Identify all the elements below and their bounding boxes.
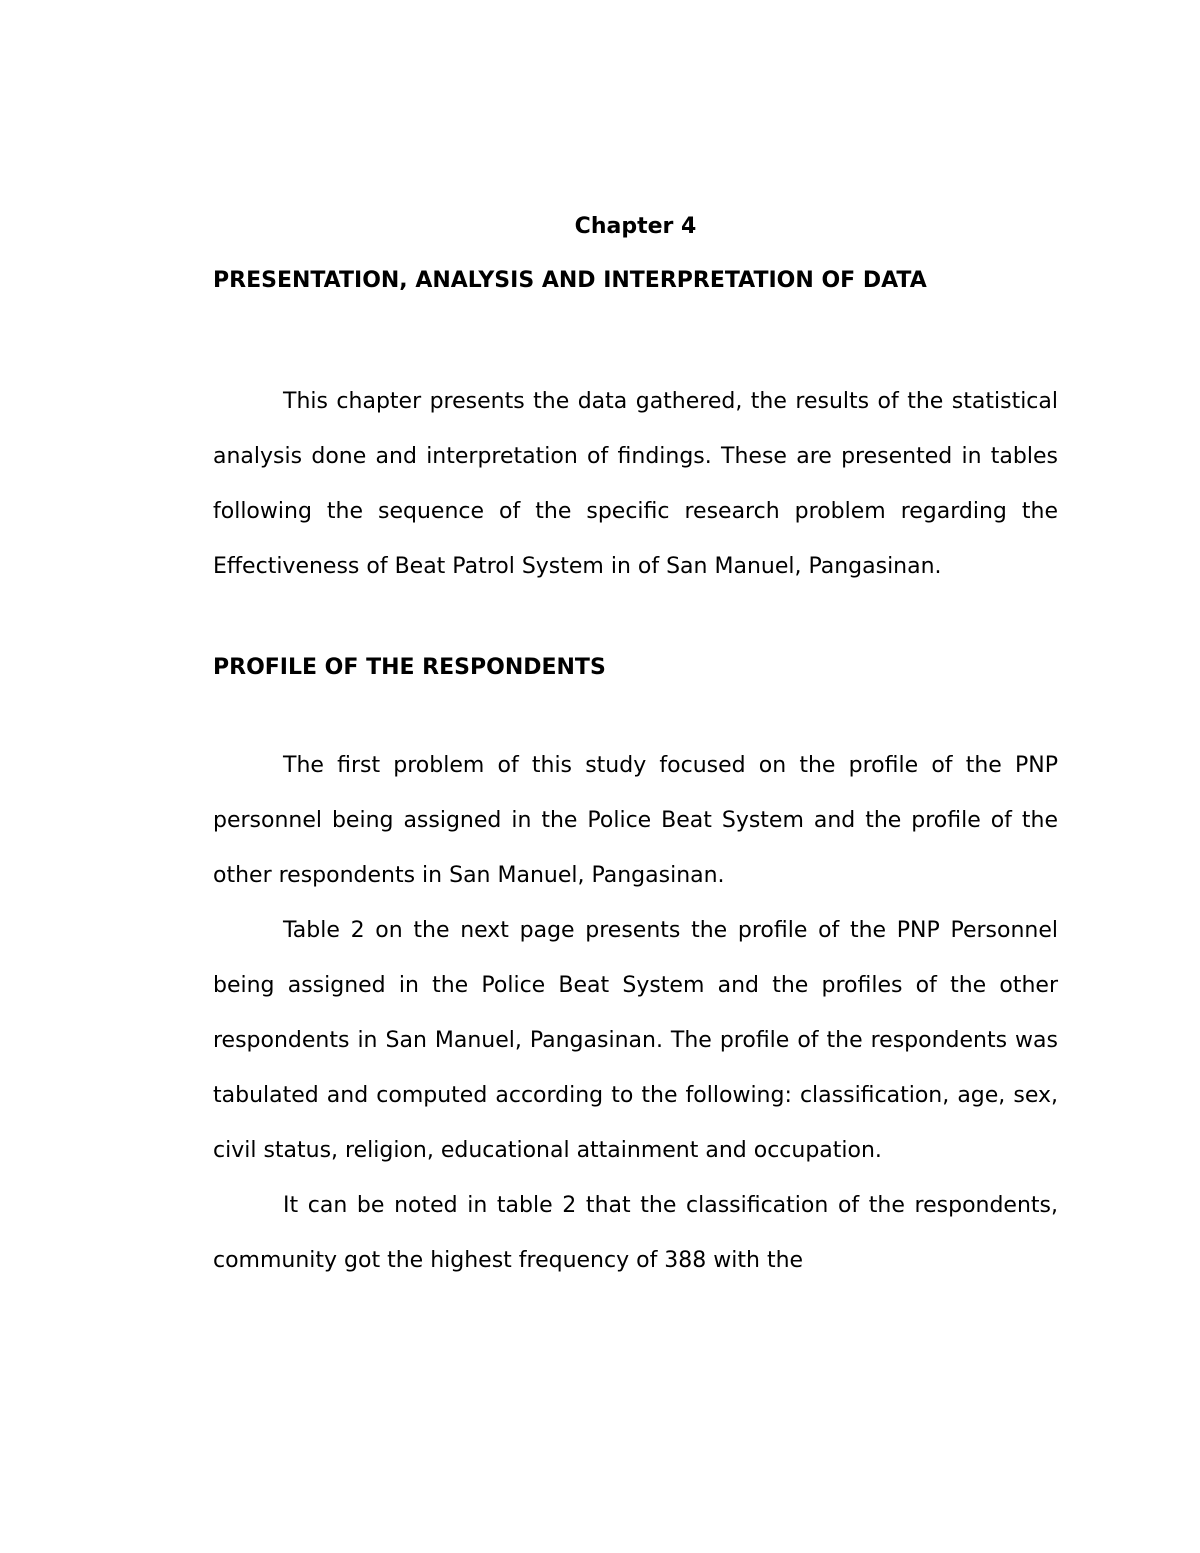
chapter-number: Chapter 4	[574, 214, 697, 239]
body-paragraph-2: Table 2 on the next page presents the profile of the PNP Personnel being assigned in the Police Beat System and the profiles of the other respondents in San Manuel, Pangasinan. The profile of the respondents was tabulated and computed according to the following: classification, age, sex, civil status, religion, educational attainment and occupation.	[213, 918, 1058, 1163]
body-paragraph-3: It can be noted in table 2 that the classification of the respondents, community got the highest frequency of 388 with the	[213, 1193, 1058, 1273]
intro-paragraph: This chapter presents the data gathered, the results of the statistical analysis done and interpretation of findings. These are presented in tables following the sequence of the specific research problem regarding the Effectiveness of Beat Patrol System in of San Manuel, Pangasinan.	[213, 389, 1058, 579]
section-heading: PROFILE OF THE RESPONDENTS	[213, 655, 606, 680]
body-paragraph-1: The first problem of this study focused on the profile of the PNP personnel being assigned in the Police Beat System and the profile of the other respondents in San Manuel, Pangasinan.	[213, 753, 1058, 888]
page-body	[213, 208, 1058, 1288]
chapter-title: PRESENTATION, ANALYSIS AND INTERPRETATION OF DATA	[213, 268, 927, 293]
